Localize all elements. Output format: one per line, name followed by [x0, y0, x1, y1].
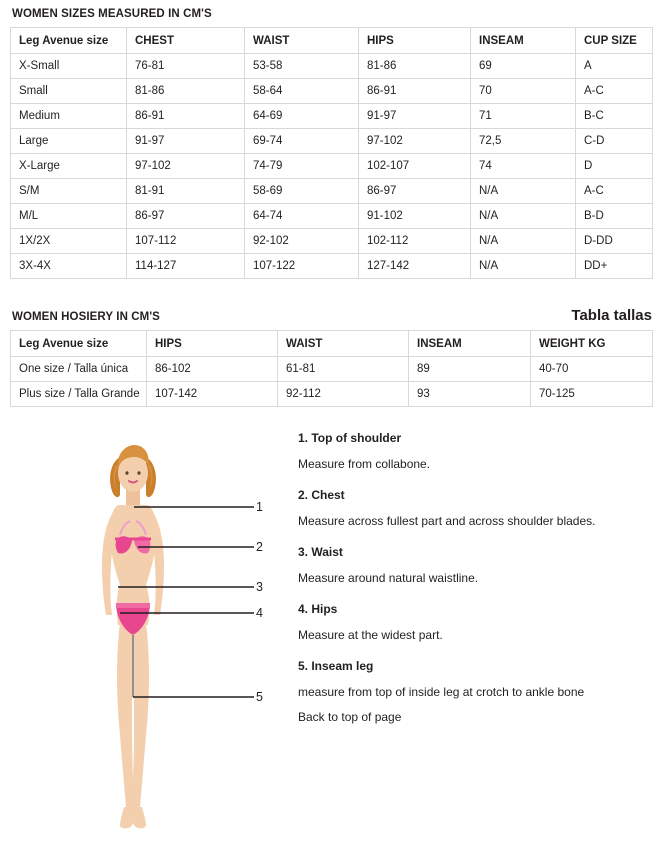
callout-number-4: 4	[256, 606, 263, 620]
size-guide-page	[0, 8, 662, 849]
women-sizes-title: WOMEN SIZES MEASURED IN CM'S	[12, 8, 212, 20]
instruction-text-2: Measure across fullest part and across shoulder blades.	[298, 514, 596, 528]
table-row	[11, 154, 653, 179]
column-header: WAIST	[278, 331, 409, 357]
cell: 64-74	[245, 204, 359, 229]
table-row	[11, 104, 653, 129]
cell: 3X-4X	[11, 254, 127, 279]
cell: 91-97	[359, 104, 471, 129]
callout-number-3: 3	[256, 580, 263, 594]
hosiery-title: WOMEN HOSIERY IN CM'S	[12, 311, 160, 323]
cell: 64-69	[245, 104, 359, 129]
cell: 102-107	[359, 154, 471, 179]
cell: 74	[471, 154, 576, 179]
cell: 86-91	[359, 79, 471, 104]
table-row	[11, 382, 653, 407]
cell: N/A	[471, 229, 576, 254]
column-header: INSEAM	[409, 331, 531, 357]
instruction-text-3: Measure around natural waistline.	[298, 571, 479, 585]
cell: 93	[409, 382, 531, 407]
cell: 86-97	[359, 179, 471, 204]
cell: 107-112	[127, 229, 245, 254]
cell: 92-112	[278, 382, 409, 407]
cell: X-Large	[11, 154, 127, 179]
measure-guide	[10, 429, 652, 849]
cell: 107-122	[245, 254, 359, 279]
cell: 91-102	[359, 204, 471, 229]
cell: A-C	[576, 79, 653, 104]
cell: 81-86	[127, 79, 245, 104]
cell: Large	[11, 129, 127, 154]
cell: B-D	[576, 204, 653, 229]
cell: 89	[409, 357, 531, 382]
cell: A	[576, 54, 653, 79]
cell: C-D	[576, 129, 653, 154]
cell: 53-58	[245, 54, 359, 79]
cell: D-DD	[576, 229, 653, 254]
cell: 69	[471, 54, 576, 79]
column-header: HIPS	[147, 331, 278, 357]
instruction-text-4: Measure at the widest part.	[298, 628, 443, 642]
cell: 70	[471, 79, 576, 104]
cell: 92-102	[245, 229, 359, 254]
instruction-heading-2: 2. Chest	[298, 488, 345, 502]
tabla-tallas-label: Tabla tallas	[571, 307, 652, 324]
column-header: Leg Avenue size	[11, 28, 127, 54]
back-to-top-link[interactable]: Back to top of page	[298, 710, 402, 724]
table-row	[11, 129, 653, 154]
table-row	[11, 357, 653, 382]
cell: S/M	[11, 179, 127, 204]
instruction-text-5: measure from top of inside leg at crotch to ankle bone	[298, 685, 585, 699]
cell: 61-81	[278, 357, 409, 382]
callout-number-2: 2	[256, 540, 263, 554]
cell: 72,5	[471, 129, 576, 154]
cell: 102-112	[359, 229, 471, 254]
cell: 86-91	[127, 104, 245, 129]
cell: M/L	[11, 204, 127, 229]
cell: 91-97	[127, 129, 245, 154]
table-row	[11, 229, 653, 254]
cell: 114-127	[127, 254, 245, 279]
cell: Small	[11, 79, 127, 104]
instruction-text-1: Measure from collabone.	[298, 457, 431, 471]
table-row	[11, 204, 653, 229]
cell: X-Small	[11, 54, 127, 79]
cell: Medium	[11, 104, 127, 129]
cell: 58-64	[245, 79, 359, 104]
column-header: CHEST	[127, 28, 245, 54]
table-header-row	[11, 28, 653, 54]
cell: 71	[471, 104, 576, 129]
cell: 81-91	[127, 179, 245, 204]
callout-number-1: 1	[256, 500, 263, 514]
table-row	[11, 179, 653, 204]
cell: 107-142	[147, 382, 278, 407]
cell: 97-102	[359, 129, 471, 154]
cell: B-C	[576, 104, 653, 129]
instruction-heading-4: 4. Hips	[298, 602, 338, 616]
column-header: CUP SIZE	[576, 28, 653, 54]
cell: 97-102	[127, 154, 245, 179]
cell: DD+	[576, 254, 653, 279]
callout-lines	[58, 435, 318, 835]
cell: A-C	[576, 179, 653, 204]
cell: N/A	[471, 204, 576, 229]
cell: 86-102	[147, 357, 278, 382]
measure-instructions	[298, 429, 662, 724]
cell: 81-86	[359, 54, 471, 79]
column-header: HIPS	[359, 28, 471, 54]
instruction-heading-5: 5. Inseam leg	[298, 659, 374, 673]
cell: 1X/2X	[11, 229, 127, 254]
table-row	[11, 79, 653, 104]
table-header-row	[11, 331, 653, 357]
body-figure	[58, 435, 278, 835]
cell: N/A	[471, 254, 576, 279]
column-header: WEIGHT KG	[531, 331, 653, 357]
cell: One size / Talla única	[11, 357, 147, 382]
callout-number-5: 5	[256, 690, 263, 704]
cell: 76-81	[127, 54, 245, 79]
cell: Plus size / Talla Grande	[11, 382, 147, 407]
column-header: WAIST	[245, 28, 359, 54]
cell: D	[576, 154, 653, 179]
cell: 69-74	[245, 129, 359, 154]
table-row	[11, 254, 653, 279]
cell: 86-97	[127, 204, 245, 229]
instruction-heading-1: 1. Top of shoulder	[298, 431, 402, 445]
women-sizes-table	[10, 27, 653, 279]
cell: 74-79	[245, 154, 359, 179]
cell: 70-125	[531, 382, 653, 407]
hosiery-table	[10, 330, 653, 407]
hosiery-header	[10, 307, 652, 324]
instruction-heading-3: 3. Waist	[298, 545, 343, 559]
cell: 58-69	[245, 179, 359, 204]
column-header: Leg Avenue size	[11, 331, 147, 357]
table-row	[11, 54, 653, 79]
cell: 127-142	[359, 254, 471, 279]
cell: N/A	[471, 179, 576, 204]
cell: 40-70	[531, 357, 653, 382]
column-header: INSEAM	[471, 28, 576, 54]
